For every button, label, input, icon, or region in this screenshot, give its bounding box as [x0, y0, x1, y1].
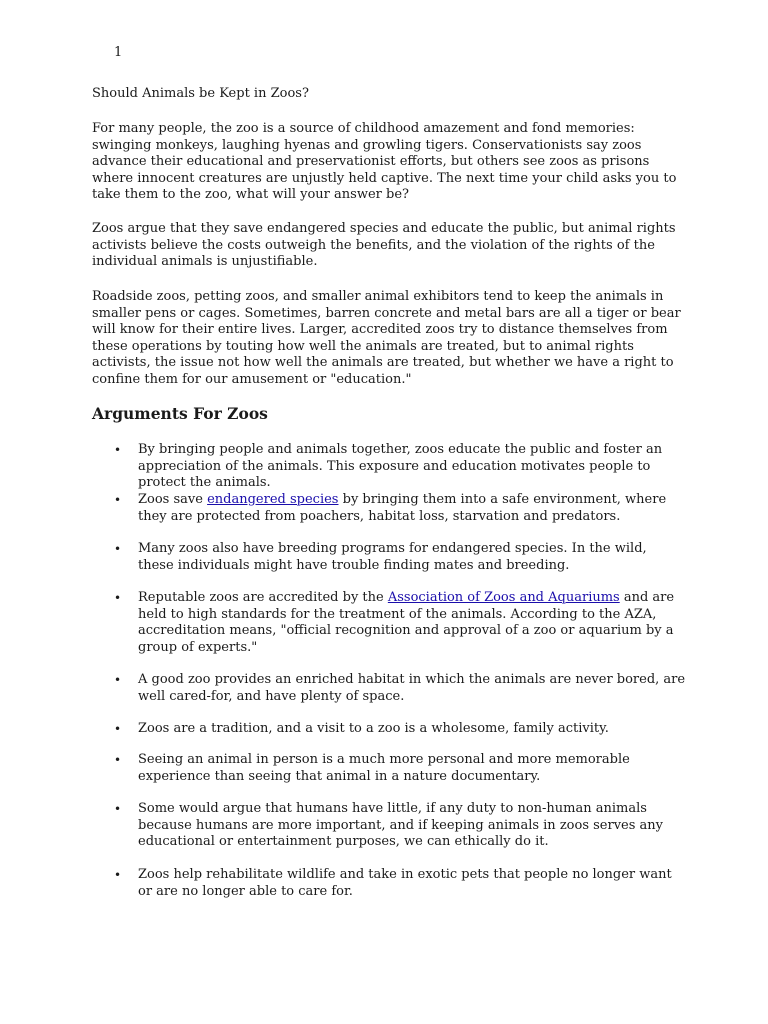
bullet-icon: •	[114, 591, 122, 605]
list-item-text	[138, 590, 686, 656]
list-item-text: A good zoo provides an enriched habitat in which the animals are never bored, are well cared-for, and have plenty of space.	[138, 672, 686, 704]
list-item-text: Many zoos also have breeding programs for endangered species. In the wild, these individuals might have trouble finding mates and breeding.	[138, 541, 647, 573]
aza-link[interactable]: Association of Zoos and Aquariums	[387, 590, 620, 605]
zoos-argue-paragraph: Zoos argue that they save endangered species and educate the public, but animal rights activists believe the costs outweigh the benefits, and the violation of the rights of the individual animals is unjustifiable.	[92, 221, 676, 270]
document-title: Should Animals be Kept in Zoos?	[92, 86, 309, 101]
bullet-icon: •	[114, 802, 122, 816]
list-item-text-before: Reputable zoos are accredited by the	[138, 590, 388, 605]
list-item-text: Seeing an animal in person is a much more personal and more memorable experience than seeing that animal in a nature documentary.	[138, 752, 630, 784]
list-item-text-after: and are held to high standards for the treatment of the animals. According to the AZA, accreditation means, "official recognition and approval of a zoo or aquarium by a group of experts."	[138, 590, 675, 655]
list-item-text: Some would argue that humans have little, if any duty to non-human animals because humans are more important, and if keeping animals in zoos serves any educational or entertainment purposes, we can ethically do it.	[138, 801, 664, 850]
list-item-text: By bringing people and animals together, zoos educate the public and foster an appreciation of the animals. This exposure and education motivates people to protect the animals.	[138, 442, 663, 491]
bullet-icon: •	[114, 753, 122, 767]
bullet-icon: •	[114, 493, 122, 507]
list-item-text-after: by bringing them into a safe environment, where they are protected from poachers, habitat loss, starvation and predators.	[138, 492, 667, 524]
page-number: 1	[114, 45, 123, 60]
list-item-text: Zoos help rehabilitate wildlife and take in exotic pets that people no longer want or are no longer able to care for.	[138, 867, 672, 899]
bullet-icon: •	[114, 722, 122, 736]
roadside-zoos-paragraph: Roadside zoos, petting zoos, and smaller animal exhibitors tend to keep the animals in smaller pens or cages. Sometimes, barren concrete and metal bars are all a tiger or bear will know for their entire lives. Larger, accredited zoos try to distance themselves from these operations by touting how well the animals are treated, but to animal rights activists, the issue not how well the animals are treated, but whether we have a right to confine them for our amusement or "education."	[92, 289, 681, 387]
bullet-icon: •	[114, 673, 122, 687]
bullet-icon: •	[114, 868, 122, 882]
section-heading: Arguments For Zoos	[92, 404, 268, 423]
list-item-text: Zoos are a tradition, and a visit to a zoo is a wholesome, family activity.	[138, 721, 609, 736]
list-item-text	[138, 492, 686, 525]
list-item-text-before: Zoos save	[138, 492, 208, 507]
intro-paragraph: For many people, the zoo is a source of childhood amazement and fond memories: swinging monkeys, laughing hyenas and growling tigers. Conservationists say zoos advance their educational and preservationist efforts, but others see zoos as prisons where innocent creatures are unjustly held captive. The next time your child asks you to take them to the zoo, what will your answer be?	[92, 121, 677, 203]
bullet-icon: •	[114, 443, 122, 457]
bullet-icon: •	[114, 542, 122, 556]
endangered-species-link[interactable]: endangered species	[207, 492, 339, 507]
